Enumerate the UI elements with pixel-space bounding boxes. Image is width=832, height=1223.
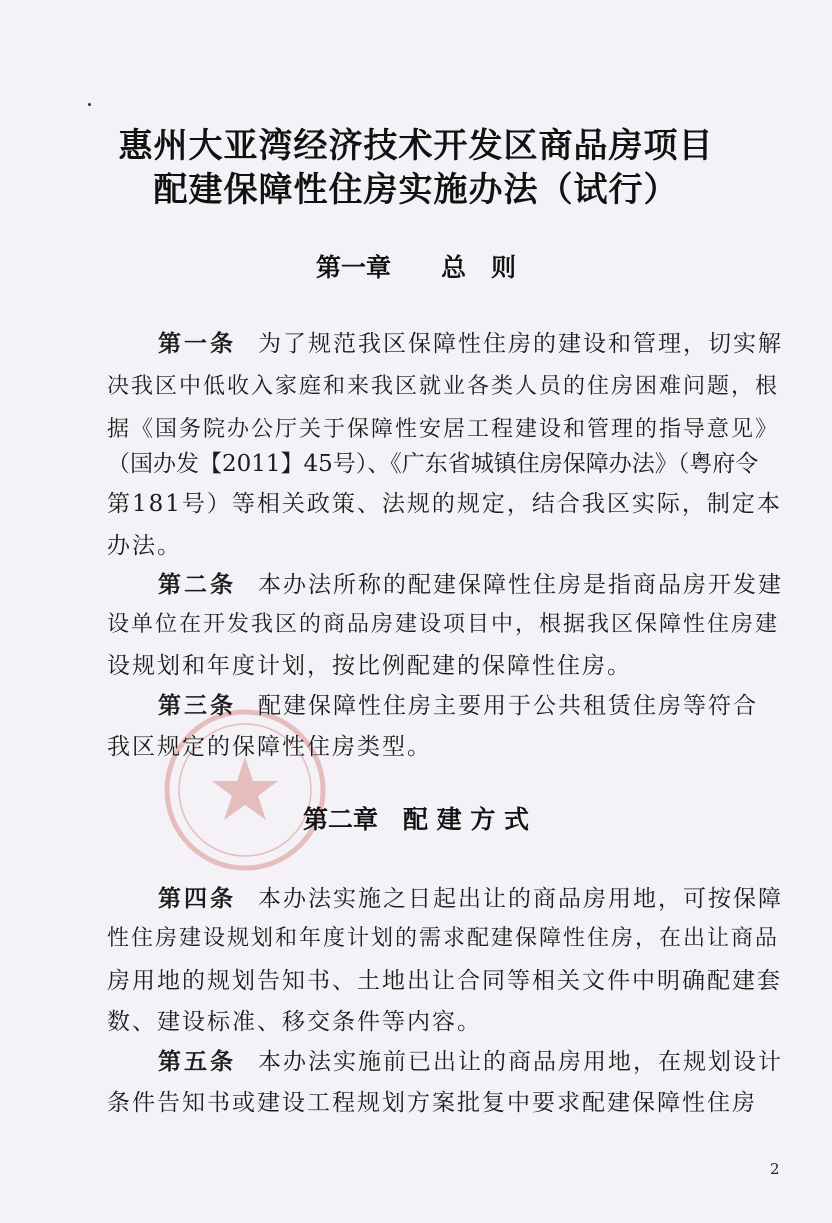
article1-line5: 第181号）等相关政策、法规的规定，结合我区实际，制定本 [107, 491, 782, 517]
article1-line4: （国办发【2011】45号）、《广东省城镇住房保障办法》（粤府令 [107, 451, 759, 477]
article1-text1: 为了规范我区保障性住房的建设和管理，切实解 [258, 331, 783, 357]
chapter1-heading: 第一章 总 则 [315, 253, 516, 282]
article4-line1 [158, 880, 783, 913]
article5-text1: 本办法实施前已出让的商品房用地，在规划设计 [258, 1049, 783, 1075]
article4-line3: 房用地的规划告知书、土地出让合同等相关文件中明确配建套 [107, 968, 782, 994]
document-title-line2: 配建保障性住房实施办法（试行） [153, 170, 679, 210]
article1-line6: 办法。 [107, 533, 182, 559]
article3-line2: 我区规定的保障性住房类型。 [107, 734, 432, 760]
article1-line1 [158, 325, 783, 358]
document-title-line1: 惠州大亚湾经济技术开发区商品房项目 [118, 126, 714, 166]
article4-text1: 本办法实施之日起出让的商品房用地，可按保障 [258, 886, 783, 912]
article5-line2: 条件告知书或建设工程规划方案批复中要求配建保障性住房 [107, 1090, 757, 1116]
article4-line4: 数、建设标准、移交条件等内容。 [107, 1009, 482, 1035]
article5-label: 第五条 [158, 1049, 236, 1075]
chapter2-heading: 第二章 配 建 方 式 [302, 805, 530, 834]
article4-label: 第四条 [158, 886, 236, 912]
article1-line2: 决我区中低收入家庭和来我区就业各类人员的住房困难问题，根 [107, 374, 780, 399]
article2-line3: 设规划和年度计划，按比例配建的保障性住房。 [107, 653, 632, 679]
article4-line2: 性住房建设规划和年度计划的需求配建保障性住房，在出让商品 [107, 926, 780, 951]
page-number: 2 [770, 1160, 780, 1178]
article2-line1 [158, 566, 783, 599]
article1-line3: 据《国务院办公厅关于保障性安居工程建设和管理的指导意见》 [107, 417, 780, 442]
article2-text1: 本办法所称的配建保障性住房是指商品房开发建 [258, 572, 783, 598]
article5-line1 [158, 1043, 783, 1076]
article3-text1: 配建保障性住房主要用于公共租赁住房等符合 [258, 693, 758, 719]
article2-line2: 设单位在开发我区的商品房建设项目中，根据我区保障性住房建 [107, 612, 780, 637]
article2-label: 第二条 [158, 572, 236, 598]
article3-label: 第三条 [158, 693, 236, 719]
article1-label: 第一条 [158, 331, 236, 357]
article3-line1 [158, 687, 783, 720]
scan-speck [88, 103, 91, 106]
